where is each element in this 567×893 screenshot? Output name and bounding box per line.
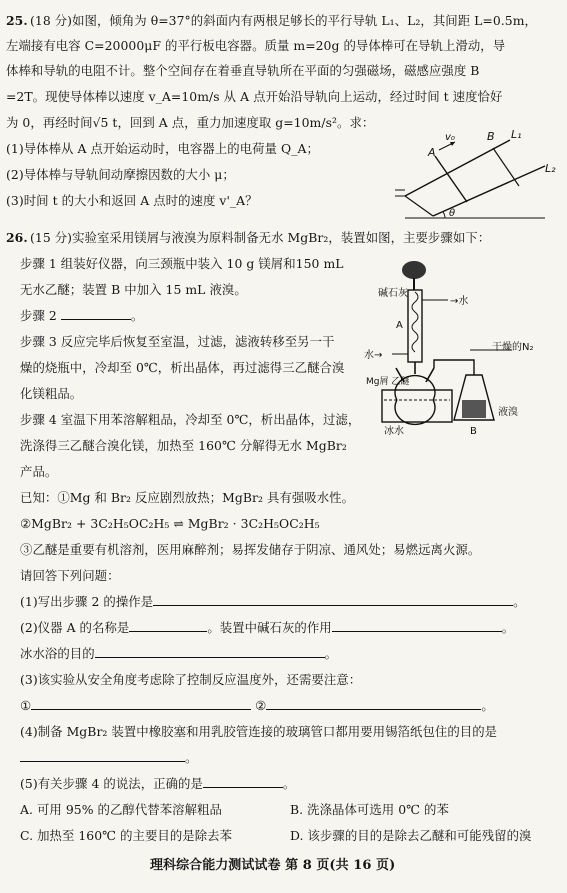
ice-bath-period: 。 — [324, 646, 338, 661]
option-d: D. 该步骤的目的是除去乙醚和可能残留的溴 — [290, 828, 532, 843]
q26-part-2 — [20, 620, 514, 636]
part5-text: (5)有关步骤 4 的说法，正确的是 — [20, 776, 203, 791]
q26-step4-line1: 步骤 4 室温下用苯溶解粗品，冷却至 0℃，析出晶体，过滤， — [20, 412, 361, 427]
q25-line-4: =2T。现使导体棒以速度 v_A=10m/s 从 A 点开始沿导轨向上运动，经过时间 t 速度恰好 — [6, 89, 503, 104]
part2-text: (2)仪器 A 的名称是 — [20, 620, 130, 635]
q26-part-4-answer — [20, 750, 197, 766]
q26-step1-line2: 无水乙醚；装置 B 中加入 15 mL 液溴。 — [20, 282, 247, 297]
q26-part-1 — [20, 594, 526, 610]
soda-lime-label: 碱石灰 — [378, 288, 408, 299]
known-3: ③乙醚是重要有机溶剂，医用麻醉剂；易挥发储存于阴凉、通风处；易燃远离火源。 — [20, 542, 481, 557]
answer-1-blank[interactable] — [31, 698, 251, 710]
q25-part-2: (2)导体棒与导轨间动摩擦因数的大小 μ； — [6, 167, 235, 182]
option-a: A. 可用 95% 的乙醇代替苯溶解粗品 — [20, 802, 222, 817]
part2-text-b: 。装置中碱石灰的作用 — [207, 620, 332, 635]
condenser-a-label: A — [396, 320, 403, 331]
v0-label: v₀ — [445, 132, 455, 143]
q25-part-3: (3)时间 t 的大小和返回 A 点时的速度 v'_A？ — [6, 193, 258, 208]
q26-part-2b — [20, 646, 337, 662]
ice-water-label: 冰水 — [384, 426, 404, 437]
q25-line-5: 为 0，再经时间√5 t，回到 A 点，重力加速度取 g=10m/s²。求： — [6, 115, 375, 130]
ice-bath-purpose-text: 冰水浴的目的 — [20, 646, 95, 661]
q25-line-1: (18 分)如图，倾角为 θ=37°的斜面内有两根足够长的平行导轨 L₁、L₂，其间距 L=0.5m， — [30, 13, 537, 28]
answer-2-mark: ② — [255, 698, 267, 713]
part4-blank[interactable] — [20, 750, 185, 762]
answer-1-mark: ① — [20, 698, 32, 713]
part1-period: 。 — [513, 594, 526, 609]
point-b-label: B — [487, 130, 495, 143]
part1-text: (1)写出步骤 2 的操作是 — [20, 594, 154, 609]
q26-step2 — [20, 308, 143, 324]
answer-2-period: 。 — [481, 698, 494, 713]
q25-part-1: (1)导体棒从 A 点开始运动时，电容器上的电荷量 Q_A； — [6, 141, 319, 156]
q26-step4-line2: 洗涤得三乙醚合溴化镁，加热至 160℃ 分解得无水 MgBr₂ — [20, 438, 347, 453]
q26-step1-line1: 步骤 1 组装好仪器，向三颈瓶中装入 10 g 镁屑和150 mL — [20, 256, 344, 271]
part2-blank-b[interactable] — [332, 620, 502, 632]
q26-step3-line1: 步骤 3 反应完毕后恢复至室温，过滤，滤液转移至另一干 — [20, 334, 335, 349]
rail-l2-label: L₂ — [545, 162, 556, 175]
incline-rails-figure — [395, 128, 565, 228]
q26-part-3-answers — [20, 698, 494, 714]
part5-period: 。 — [282, 776, 296, 791]
known-2-equation: ②MgBr₂ + 3C₂H₅OC₂H₅ ⇌ MgBr₂ · 3C₂H₅OC₂H₅ — [20, 516, 320, 531]
flask-b-label: B — [470, 426, 477, 437]
answer-2-blank[interactable] — [266, 698, 481, 710]
q25-line-2: 左端接有电容 C=20000μF 的平行板电容器。质量 m=20g 的导体棒可在导轨上滑动，导 — [6, 38, 506, 53]
mg-ether-label: Mg屑 乙醚 — [366, 377, 410, 387]
part5-blank[interactable] — [203, 776, 283, 788]
apparatus-figure — [362, 250, 562, 450]
part1-blank[interactable] — [153, 594, 513, 606]
part2-blank-a[interactable] — [129, 620, 207, 632]
q25-number: 25. — [6, 13, 28, 28]
water-in-label: 水→ — [364, 350, 383, 361]
q26-step3-line2: 燥的烧瓶中，冷却至 0℃，析出晶体，再过滤得三乙醚合溴 — [20, 360, 345, 375]
water-out-label: →水 — [450, 296, 469, 307]
liquid-bromine-label: 液溴 — [498, 407, 518, 418]
angle-theta-label: θ — [449, 208, 456, 219]
rail-l1-label: L₁ — [511, 128, 522, 141]
q26-number: 26. — [6, 230, 28, 245]
q26-intro: (15 分)实验室采用镁屑与液溴为原料制备无水 MgBr₂，装置如图，主要步骤如下： — [30, 230, 491, 245]
q26-step3-line3: 化镁粗品。 — [20, 386, 83, 401]
part4-period: 。 — [185, 750, 198, 765]
questions-heading: 请回答下列问题： — [20, 568, 120, 583]
q25-line-3: 体棒和导轨的电阻不计。整个空间存在着垂直导轨所在平面的匀强磁场，磁感应强度 B — [6, 63, 480, 78]
page-footer: 理科综合能力测试试卷 第 8 页(共 16 页) — [150, 858, 396, 873]
part2-period: 。 — [501, 620, 515, 635]
q26-part-3: (3)该实验从安全角度考虑除了控制反应温度外，还需要注意： — [20, 672, 362, 687]
step2-label: 步骤 2 — [20, 308, 57, 323]
step2-blank[interactable] — [61, 308, 131, 320]
q26-step4-line3: 产品。 — [20, 464, 58, 479]
ice-bath-blank[interactable] — [95, 646, 325, 658]
dry-n2-label: 干燥的N₂ — [492, 342, 534, 353]
step2-period: 。 — [130, 308, 144, 323]
option-b: B. 洗涤晶体可选用 0℃ 的苯 — [290, 802, 449, 817]
point-a-label: A — [428, 146, 436, 159]
q26-part-5 — [20, 776, 295, 792]
known-1: 已知：①Mg 和 Br₂ 反应剧烈放热；MgBr₂ 具有强吸水性。 — [20, 490, 355, 505]
q26-part-4: (4)制备 MgBr₂ 装置中橡胶塞和用乳胶管连接的玻璃管口都用要用锡箔纸包住的目的是 — [20, 724, 498, 739]
option-c: C. 加热至 160℃ 的主要目的是除去苯 — [20, 828, 233, 843]
